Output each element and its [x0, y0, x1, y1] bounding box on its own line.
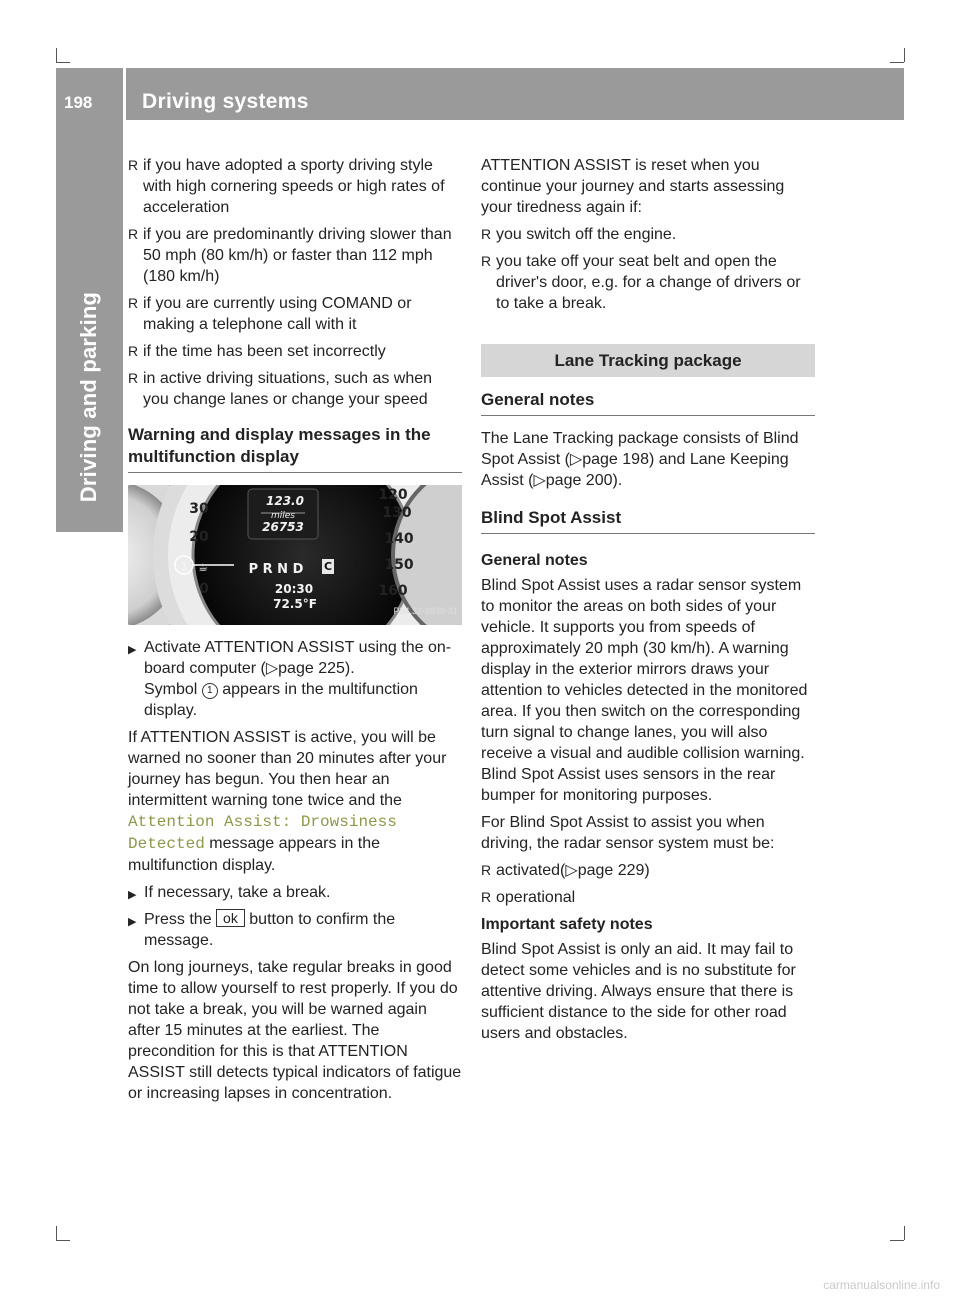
page-number: 198 — [64, 93, 93, 112]
instruction-step: ▶ Press the ok button to confirm the message. — [128, 909, 462, 951]
watermark: carmanualsonline.info — [823, 1278, 940, 1292]
speed-label: 0 — [199, 581, 209, 597]
ok-button-icon: ok — [216, 909, 245, 927]
temperature-display: 72.5°F — [273, 597, 317, 611]
display-message: Detected — [128, 835, 205, 853]
left-column — [128, 155, 462, 1110]
instrument-cluster-figure — [128, 485, 462, 625]
right-column — [481, 155, 815, 1050]
bsa-general-heading: General notes — [481, 552, 588, 569]
speed-label: 150 — [384, 557, 414, 573]
callout-1: 1 — [179, 560, 189, 574]
condition-bullet: R if you are predominantly driving slower than 50 mph (80 km/h) or faster than 112 mph (180 km/h) — [128, 224, 462, 287]
header-divider — [123, 68, 126, 120]
page-ref-arrow: ▷ — [533, 472, 546, 489]
trip-value: 26753 — [262, 520, 304, 534]
coffee-cup-icon: ☕ — [198, 561, 208, 574]
crop-mark-br-h — [890, 1240, 904, 1241]
speed-label: 120 — [378, 487, 408, 503]
blind-spot-heading: Blind Spot Assist — [481, 507, 815, 534]
crop-mark-tr-h — [890, 62, 904, 63]
paragraph: For Blind Spot Assist to assist you when driving, the radar sensor system must be: — [481, 814, 775, 852]
symbol-callout-icon: 1 — [202, 683, 218, 699]
crop-mark-br-v — [904, 1226, 905, 1240]
crop-mark-bl-v — [56, 1226, 57, 1240]
reset-bullet: R you take off your seat belt and open the driver's door, e.g. for a change of drivers or to take a break. — [481, 251, 815, 314]
page-ref-arrow: ▷ — [565, 862, 578, 879]
speed-label: 140 — [384, 531, 414, 547]
image-code: P54.32-8938-31 — [393, 606, 458, 616]
safety-notes-heading: Important safety notes — [481, 916, 653, 933]
lane-tracking-banner: Lane Tracking package — [481, 344, 815, 377]
speed-label: 30 — [189, 501, 209, 517]
requirement-bullet: R operational — [481, 887, 815, 908]
instruction-step: ▶ If necessary, take a break. — [128, 882, 462, 903]
general-notes-heading: General notes — [481, 389, 815, 416]
condition-bullet: R if the time has been set incorrectly — [128, 341, 462, 362]
gear-mode-badge: C — [323, 560, 333, 573]
page-ref-arrow: ▷ — [265, 660, 279, 677]
speed-label: 20 — [189, 529, 209, 545]
speed-label: 130 — [382, 505, 412, 521]
condition-bullet: R in active driving situations, such as when you change lanes or change your speed — [128, 368, 462, 410]
condition-bullet: R if you are currently using COMAND or making a telephone call with it — [128, 293, 462, 335]
chapter-label: Driving and parking — [76, 291, 101, 503]
gear-indicator: P R N D — [248, 562, 304, 577]
clock-display: 20:30 — [274, 582, 314, 596]
section-title: Driving systems — [142, 90, 309, 113]
odometer-value: 123.0 — [266, 494, 304, 508]
page-ref-arrow: ▷ — [569, 451, 583, 468]
paragraph: Blind Spot Assist is only an aid. It may fail to detect some vehicles and is no substitute for attentive driving. Always ensure that there is sufficient distance to the side for other road users and obstacles. — [481, 941, 796, 1042]
instruction-step: ▶ Activate ATTENTION ASSIST using the on-board computer (▷page 225). Symbol 1 appears in the multifunction display. — [128, 637, 462, 721]
paragraph: The Lane Tracking package consists of Blind Spot Assist (▷page 198) and Lane Keeping Assist (▷page 200). — [481, 430, 799, 489]
display-message: Attention Assist: Drowsiness — [128, 813, 397, 831]
paragraph: ATTENTION ASSIST is reset when you continue your journey and starts assessing your tiredness again if: — [481, 157, 785, 216]
crop-mark-tr-v — [904, 48, 905, 62]
paragraph: On long journeys, take regular breaks in good time to allow yourself to rest properly. If you do not take a break, you will be warned again after 15 minutes at the earliest. The precondition for this is that ATTENTION ASSIST still detects typical indicators of fatigue or increasing lapses in concentration. — [128, 959, 462, 1102]
speed-label: 160 — [378, 583, 408, 599]
condition-bullet: R if you have adopted a sporty driving style with high cornering speeds or high rates of acceleration — [128, 155, 462, 218]
paragraph: Blind Spot Assist uses a radar sensor system to monitor the areas on both sides of your vehicle. It supports you from speeds of approximately 20 mph (30 km/h). A warning display in the exterior mirrors draws your attention to vehicles detected in the monitored area. If you then switch on the corresponding turn signal to change lanes, you will also receive a visual and audible collision warning. Blind Spot Assist uses sensors in the rear bumper for monitoring purposes. — [481, 577, 808, 804]
messages-heading: Warning and display messages in the multifunction display — [128, 424, 462, 473]
crop-mark-bl-h — [56, 1240, 70, 1241]
requirement-bullet: R activated(▷page 229) — [481, 860, 815, 881]
odometer-unit: miles — [271, 511, 295, 521]
paragraph: If ATTENTION ASSIST is active, you will be warned no sooner than 20 minutes after your journey has begun. You then hear an intermittent warning tone twice and the Attention Assist: Drowsiness Detected message appears in the multifunction display. — [128, 729, 447, 874]
crop-mark-tl-v — [56, 48, 57, 62]
reset-bullet: R you switch off the engine. — [481, 224, 815, 245]
crop-mark-tl-h — [56, 62, 70, 63]
